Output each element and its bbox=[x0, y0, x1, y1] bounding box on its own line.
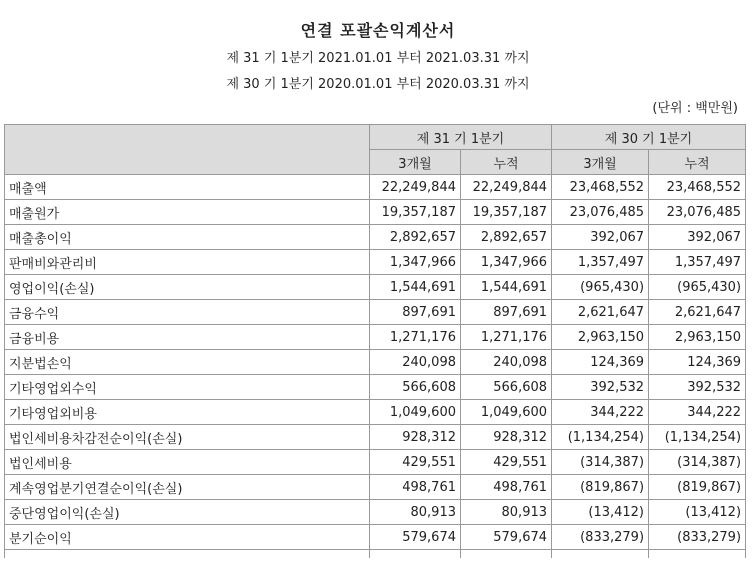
table-body bbox=[5, 175, 746, 559]
table-row bbox=[5, 375, 746, 400]
row-value: 2,892,657 bbox=[370, 225, 461, 250]
row-label: 계속영업분기연결순이익(손실) bbox=[5, 475, 370, 500]
row-value: 579,674 bbox=[461, 525, 552, 550]
row-label: 법인세비용차감전순이익(손실) bbox=[5, 425, 370, 450]
partial-cell bbox=[552, 550, 649, 559]
row-value: 1,357,497 bbox=[649, 250, 746, 275]
row-value: 429,551 bbox=[461, 450, 552, 475]
header-prior-cumulative: 누적 bbox=[649, 150, 746, 175]
row-value: 23,468,552 bbox=[649, 175, 746, 200]
row-value: 23,076,485 bbox=[552, 200, 649, 225]
row-value: 344,222 bbox=[649, 400, 746, 425]
partial-cell bbox=[649, 550, 746, 559]
partial-cell bbox=[461, 550, 552, 559]
row-value: (1,134,254) bbox=[649, 425, 746, 450]
header-row-groups bbox=[5, 125, 746, 150]
row-value: (833,279) bbox=[552, 525, 649, 550]
row-value: 23,076,485 bbox=[649, 200, 746, 225]
row-value: 897,691 bbox=[370, 300, 461, 325]
table-row bbox=[5, 400, 746, 425]
row-value: 1,271,176 bbox=[461, 325, 552, 350]
row-value: 2,892,657 bbox=[461, 225, 552, 250]
row-value: 1,049,600 bbox=[461, 400, 552, 425]
table-row bbox=[5, 425, 746, 450]
table-row bbox=[5, 275, 746, 300]
row-value: 80,913 bbox=[461, 500, 552, 525]
row-value: 429,551 bbox=[370, 450, 461, 475]
table-row bbox=[5, 225, 746, 250]
header-current-3month: 3개월 bbox=[370, 150, 461, 175]
row-value: (819,867) bbox=[552, 475, 649, 500]
row-value: 240,098 bbox=[370, 350, 461, 375]
row-value: (13,412) bbox=[649, 500, 746, 525]
row-value: 392,067 bbox=[552, 225, 649, 250]
row-label: 매출총이익 bbox=[5, 225, 370, 250]
header-prior-period: 제 30 기 1분기 bbox=[552, 125, 746, 150]
row-value: 1,271,176 bbox=[370, 325, 461, 350]
row-value: 579,674 bbox=[370, 525, 461, 550]
row-value: 2,963,150 bbox=[649, 325, 746, 350]
table-row bbox=[5, 450, 746, 475]
row-value: 1,347,966 bbox=[461, 250, 552, 275]
row-value: 23,468,552 bbox=[552, 175, 649, 200]
partial-cell bbox=[5, 550, 370, 559]
row-label: 중단영업이익(손실) bbox=[5, 500, 370, 525]
table-row bbox=[5, 300, 746, 325]
row-value: 498,761 bbox=[461, 475, 552, 500]
row-value: 1,544,691 bbox=[461, 275, 552, 300]
partial-cell bbox=[370, 550, 461, 559]
period-prior: 제 30 기 1분기 2020.01.01 부터 2020.03.31 까지 bbox=[226, 77, 530, 92]
row-value: 22,249,844 bbox=[461, 175, 552, 200]
row-value: (314,387) bbox=[649, 450, 746, 475]
header-current-period: 제 31 기 1분기 bbox=[370, 125, 552, 150]
table-row bbox=[5, 200, 746, 225]
row-value: 1,544,691 bbox=[370, 275, 461, 300]
row-label: 법인세비용 bbox=[5, 450, 370, 475]
row-value: 392,532 bbox=[649, 375, 746, 400]
table-row bbox=[5, 475, 746, 500]
row-value: 80,913 bbox=[370, 500, 461, 525]
row-label: 분기순이익 bbox=[5, 525, 370, 550]
row-value: (314,387) bbox=[552, 450, 649, 475]
row-value: 498,761 bbox=[370, 475, 461, 500]
row-value: 897,691 bbox=[461, 300, 552, 325]
row-value: 2,963,150 bbox=[552, 325, 649, 350]
table-row bbox=[5, 350, 746, 375]
row-value: 19,357,187 bbox=[461, 200, 552, 225]
row-value: 344,222 bbox=[552, 400, 649, 425]
table-row bbox=[5, 250, 746, 275]
statement-title: 연결 포괄손익계산서 bbox=[300, 21, 456, 40]
row-value: 1,049,600 bbox=[370, 400, 461, 425]
row-value: 392,532 bbox=[552, 375, 649, 400]
row-value: 2,621,647 bbox=[649, 300, 746, 325]
row-value: 22,249,844 bbox=[370, 175, 461, 200]
period-current: 제 31 기 1분기 2021.01.01 부터 2021.03.31 까지 bbox=[226, 51, 530, 66]
row-label: 매출액 bbox=[5, 175, 370, 200]
row-value: 240,098 bbox=[461, 350, 552, 375]
row-label: 금융비용 bbox=[5, 325, 370, 350]
row-value: 2,621,647 bbox=[552, 300, 649, 325]
header-account-cell bbox=[5, 125, 370, 175]
row-label: 영업이익(손실) bbox=[5, 275, 370, 300]
row-label: 기타영업외비용 bbox=[5, 400, 370, 425]
row-value: 124,369 bbox=[552, 350, 649, 375]
row-value: 566,608 bbox=[370, 375, 461, 400]
row-value: 124,369 bbox=[649, 350, 746, 375]
table-row bbox=[5, 175, 746, 200]
header-prior-3month: 3개월 bbox=[552, 150, 649, 175]
table-row bbox=[5, 525, 746, 550]
row-label: 기타영업외수익 bbox=[5, 375, 370, 400]
row-label: 금융수익 bbox=[5, 300, 370, 325]
row-value: (819,867) bbox=[649, 475, 746, 500]
table-row bbox=[5, 500, 746, 525]
row-value: (1,134,254) bbox=[552, 425, 649, 450]
row-value: (833,279) bbox=[649, 525, 746, 550]
row-value: 928,312 bbox=[461, 425, 552, 450]
row-value: (13,412) bbox=[552, 500, 649, 525]
row-value: 1,357,497 bbox=[552, 250, 649, 275]
row-value: (965,430) bbox=[552, 275, 649, 300]
header-current-cumulative: 누적 bbox=[461, 150, 552, 175]
row-label: 판매비와관리비 bbox=[5, 250, 370, 275]
row-label: 지분법손익 bbox=[5, 350, 370, 375]
table-row bbox=[5, 325, 746, 350]
row-value: 392,067 bbox=[649, 225, 746, 250]
row-value: (965,430) bbox=[649, 275, 746, 300]
row-label: 매출원가 bbox=[5, 200, 370, 225]
income-statement-table bbox=[4, 124, 746, 558]
row-value: 19,357,187 bbox=[370, 200, 461, 225]
row-value: 928,312 bbox=[370, 425, 461, 450]
row-value: 1,347,966 bbox=[370, 250, 461, 275]
table-row-partial bbox=[5, 550, 746, 559]
row-value: 566,608 bbox=[461, 375, 552, 400]
unit-label: (단위 : 백만원) bbox=[652, 101, 738, 116]
